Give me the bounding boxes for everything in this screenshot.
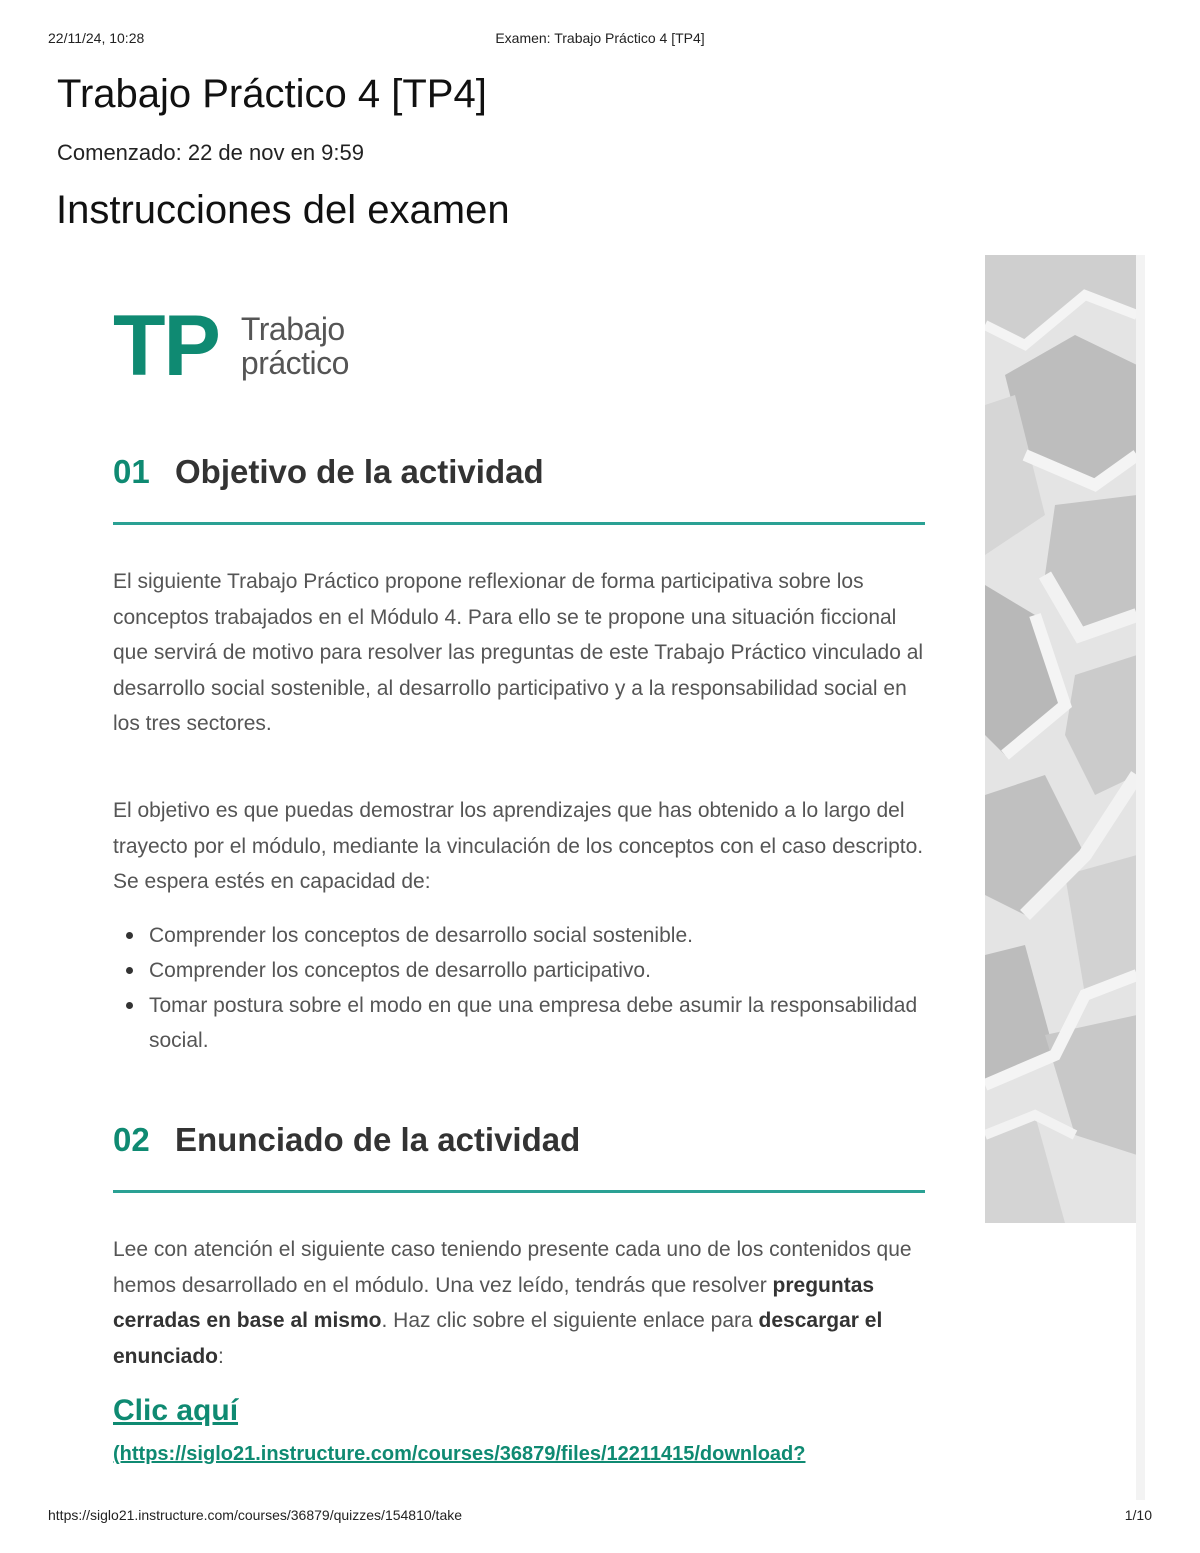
print-page-number: 1/10 [1124,1507,1152,1523]
started-timestamp: Comenzado: 22 de nov en 9:59 [57,140,365,165]
print-footer [48,1507,1152,1523]
tp-logo [113,298,349,394]
section-2-divider [113,1190,925,1193]
section-1-paragraph-1: El siguiente Trabajo Práctico propone reflexionar de forma participativa sobre los conceptos trabajados en el Módulo 4. Para ello se te propone una situación ficcional que servirá de motivo para resolver las preguntas de este Trabajo Práctico vinculado al desarrollo social sostenible, al desarrollo participativo y a la responsabilidad social en los tres sectores. [113,570,924,735]
print-header [48,30,1152,46]
section-1-paragraph-2: El objetivo es que puedas demostrar los aprendizajes que has obtenido a lo largo del trayecto por el módulo, mediante la vinculación de los conceptos con el caso descripto. Se espera estés en capacidad de: [113,799,924,893]
section-1-number: 01 [113,453,150,490]
section-2-title: Enunciado de la actividad [175,1121,581,1158]
tp-logo-words [241,312,349,380]
print-footer-url: https://siglo21.instructure.com/courses/36879/quizzes/154810/take [48,1507,463,1523]
section-2-text-a: Lee con atención el siguiente caso teniendo presente cada uno de los contenidos que hemos desarrollado en el módulo. Una vez leído, tendrás que resolver [113,1238,912,1297]
list-item: Comprender los conceptos de desarrollo social sostenible. [113,918,925,953]
instructions-heading: Instrucciones del examen [56,188,510,232]
section-2-text-e: : [218,1344,224,1368]
objectives-list [113,918,925,1058]
section-2-paragraph [113,1232,925,1374]
list-item: Tomar postura sobre el modo en que una empresa debe asumir la responsabilidad social. [113,988,925,1058]
section-2-bold-closed-questions: preguntas cerradas en base al mismo [113,1273,875,1332]
section-2-text-c: . Haz clic sobre el siguiente enlace para [381,1309,759,1332]
page-title: Trabajo Práctico 4 [TP4] [57,72,487,116]
print-doc-title: Examen: Trabajo Práctico 4 [TP4] [495,30,705,46]
download-link[interactable]: Clic aquí [113,1394,239,1427]
section-1-title: Objetivo de la actividad [175,453,544,490]
scrollbar[interactable] [1136,255,1145,1500]
tp-logo-word1: Trabajo [240,311,345,347]
print-datetime: 22/11/24, 10:28 [48,30,145,46]
download-url-link[interactable]: (https://siglo21.instructure.com/courses/36879/files/12211415/download? [113,1443,806,1465]
section-2-heading [113,1121,925,1159]
tp-logo-word2: práctico [240,345,349,381]
section-1-heading [113,453,925,491]
section-2-bold-download: descargar el enunciado [113,1309,883,1368]
section-2-number: 02 [113,1121,150,1158]
decorative-banner-image [985,255,1137,1223]
list-item: Comprender los conceptos de desarrollo participativo. [113,953,925,988]
section-1-divider [113,522,925,525]
tp-logo-mark: TP [113,298,219,394]
